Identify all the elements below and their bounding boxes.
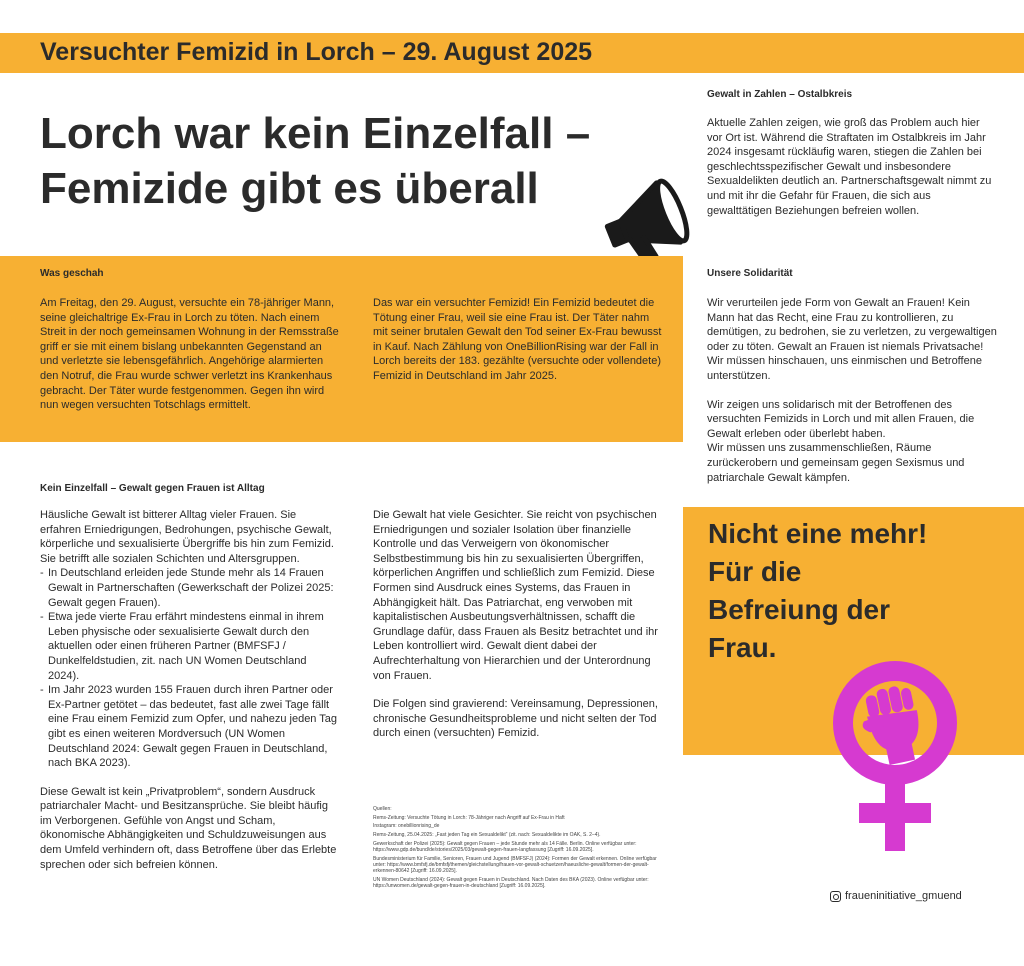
list-item <box>40 566 340 610</box>
headline <box>40 106 680 216</box>
solidarity-paragraph-1: Wir verurteilen jede Form von Gewalt an Frauen! Kein Mann hat das Recht, eine Frau zu kontrollieren, zu demütigen, zu bedrohen, sie zu verletzen, zu vergewaltigen oder zu töten. Gewalt an Frauen ist niemals Privatsache! Wir müssen hinschauen, uns einmischen und Betroffene unterstützen. <box>707 297 997 382</box>
spacer <box>707 384 997 398</box>
source-item: UN Women Deutschland (2024): Gewalt gegen Frauen in Deutschland. Nach Daten des BKA (2023). Online verfügbar unter: https://unwomen.de/gewalt-gegen-frauen-in-deutschland [Zugriff: 16.09.2025]. <box>373 876 649 890</box>
source-item: Rems-Zeitung, 25.04.2025: „Fast jeden Tag ein Sexualdelikt“ (zit. nach: Sexualdelikte im OAK, S. 2–4). <box>373 832 601 839</box>
slogan <box>708 515 1008 667</box>
statistics-heading: Gewalt in Zahlen – Ostalbkreis <box>707 89 853 100</box>
consequences-paragraph: Die Folgen sind gravierend: Vereinsamung, Depressionen, chronische Gesundheitsprobleme und nicht selten der Tod durch einen (versuchten) Femizid. <box>373 698 658 740</box>
list-dash: - <box>40 567 44 580</box>
violence-faces-paragraph: Die Gewalt hat viele Gesichter. Sie reicht von psychischen Erniedrigungen und sozialer Isolation über finanzielle Kontrolle und das Verweigern von ökonomischer Selbstbestimmung bis hin zu sexualisierten Übergriffen, körperlichen Angriffen und schließlich zum Femizid. Diese Formen sind Ausdruck eines Systems, das Frauen in Abhängigkeit hält. Das Patriarchat, eng verwoben mit kapitalistischen Ausbeutungsverhältnissen, schafft die Grundlage dafür, dass Frauen als Besitz betrachtet und ihr Leben kontrolliert wird. Gewalt dient dabei der Aufrechterhaltung von Hierarchien und der Unterordnung von Frauen. <box>373 509 658 682</box>
sources-heading: Quellen: <box>373 806 392 812</box>
list-item <box>40 683 340 771</box>
not-isolated-left-column <box>40 508 340 872</box>
what-happened-paragraph-1: Am Freitag, den 29. August, versuchte ein 78-jähriger Mann, seine gleichaltrige Ex-Frau in Lorch zu töten. Nach einem Streit in der noch gemeinsamen Wohnung in der Remsstraße griff er sie mit einem bislang unbekannten Gegenstand an und verletzte sie lebensgefährlich. Angehörige alarmierten den Notruf, die Frau wurde schwer verletzt ins Krankenhaus gebracht. Der Täter wurde festgenommen. Gegen ihn wird nun wegen versuchten Totschlags ermittelt. <box>40 297 339 412</box>
solidarity-text <box>707 296 997 485</box>
source-item: Rems-Zeitung: Versuchte Tötung in Lorch: 78-Jähriger nach Angriff auf Ex-Frau in Haft <box>373 814 565 821</box>
slogan-line-3: Befreiung der <box>708 594 891 625</box>
solidarity-paragraph-3: Wir müssen uns zusammenschließen, Räume zurückerobern und gemeinsam gegen Sexismus und patriarchale Gewalt kämpfen. <box>707 442 965 484</box>
slogan-line-4: Frau. <box>708 632 777 663</box>
what-happened-heading: Was geschah <box>40 268 104 279</box>
source-item: Bundesministerium für Familie, Senioren, Frauen und Jugend (BMFSFJ) (2024): Formen der Gewalt erkennen. Online verfügbar unter: https://www.bmfsfj.de/bmfsfj/themen/gleichstellung/frauen-vor-gewalt-schuetzen/haeusliche-gewalt/formen-der-gewalt-erkennen-80642 [Zugriff: 16.09.2025]. <box>373 855 657 875</box>
solidarity-heading: Unsere Solidarität <box>707 268 793 279</box>
megaphone-icon <box>600 170 700 270</box>
instagram-icon <box>830 891 841 902</box>
sources <box>373 806 663 892</box>
venus-fist-icon <box>825 655 965 855</box>
not-isolated-intro: Häusliche Gewalt ist bitterer Alltag vieler Frauen. Sie erfahren Erniedrigungen, Bedrohungen, psychische Gewalt, körperliche und sexualisierte Übergriffe bis hin zum Femizid. Sie betrifft alle sozialen Schichten und Altersgruppen. <box>40 509 334 565</box>
not-isolated-mid-column <box>373 508 663 741</box>
headline-line-1: Lorch war kein Einzelfall – <box>40 109 591 158</box>
list-dash: - <box>40 684 44 697</box>
list-item-text: Etwa jede vierte Frau erfährt mindestens einmal in ihrem Leben physische oder sexualisierte Gewalt durch den aktuellen oder einen früheren Partner (BMFSFJ / Dunkelfeldstudien, zit. nach UN Women Deutschland 2024). <box>48 611 324 682</box>
instagram-handle-text: fraueninitiative_gmuend <box>845 890 962 902</box>
instagram-handle[interactable] <box>830 890 962 902</box>
solidarity-paragraph-2: Wir zeigen uns solidarisch mit der Betroffenen des versuchten Femizids in Lorch und mit allen Frauen, die Gewalt erleben oder überlebt haben. <box>707 398 975 440</box>
not-isolated-heading: Kein Einzelfall – Gewalt gegen Frauen ist Alltag <box>40 483 265 494</box>
spacer <box>373 683 663 697</box>
header-title: Versuchter Femizid in Lorch – 29. August 2025 <box>40 38 593 66</box>
list-item <box>40 610 340 683</box>
spacer <box>40 771 340 785</box>
headline-line-2: Femizide gibt es überall <box>40 164 539 213</box>
not-isolated-outro: Diese Gewalt ist kein „Privatproblem“, sondern Ausdruck patriarchaler Macht- und Besitzansprüche. Sie bleibt häufig im Verborgenen. Gefühle von Angst und Scham, ökonomische Abhängigkeiten und Schuldzuweisungen aus dem Umfeld verhindern oft, dass Betroffene über das Erlebte sprechen oder sich befreien können. <box>40 785 337 871</box>
slogan-line-1: Nicht eine mehr! <box>708 518 928 549</box>
list-dash: - <box>40 611 44 624</box>
list-item-text: Im Jahr 2023 wurden 155 Frauen durch ihren Partner oder Ex-Partner getötet – das bedeutet, fast alle zwei Tage fällt eine Frau einem Femizid zum Opfer, und nahezu jeden Tag gibt es einen weiteren Mordversuch (UN Women Deutschland 2024: Gewalt gegen Frauen in Deutschland, nach BKA 2023). <box>48 684 338 770</box>
what-happened-paragraph-2: Das war ein versuchter Femizid! Ein Femizid bedeutet die Tötung einer Frau, weil sie eine Frau ist. Der Täter nahm mit seiner brutalen Gewalt den Tod seiner Ex-Frau bewusst in Kauf. Nach Zählung von OneBillionRising war der Fall in Lorch bereits der 183. gezählte (versuchte oder vollendete) Femizid in Deutschland im Jahr 2025. <box>373 297 662 382</box>
slogan-line-2: Für die <box>708 556 802 587</box>
source-item: Gewerkschaft der Polizei (2025): Gewalt gegen Frauen – jede Stunde mehr als 14 Fälle. Berlin. Online verfügbar unter: https://www.gdp.de/bund/de/stories/2025/03/gewalt-gegen-frauen-langfassung [Zugriff: 16.09.2025]. <box>373 840 637 854</box>
statistics-paragraph: Aktuelle Zahlen zeigen, wie groß das Problem auch hier vor Ort ist. Während die Straftaten im Ostalbkreis im Jahr 2024 insgesamt rückläufig waren, stiegen die Zahlen bei geschlechtsspezifischer Gewalt und insbesondere Sexualdelikten deutlich an. Partnerschaftsgewalt nimmt zu und mit ihr die Gefahr für Frauen, die sich aus gewalttätigen Beziehungen befreien wollen. <box>707 117 992 217</box>
source-item: Instagram: onebillionrising_de <box>373 823 440 830</box>
list-item-text: In Deutschland erleiden jede Stunde mehr als 14 Frauen Gewalt in Partnerschaften (Gewerkschaft der Polizei 2025: Gewalt gegen Frauen). <box>48 567 334 609</box>
